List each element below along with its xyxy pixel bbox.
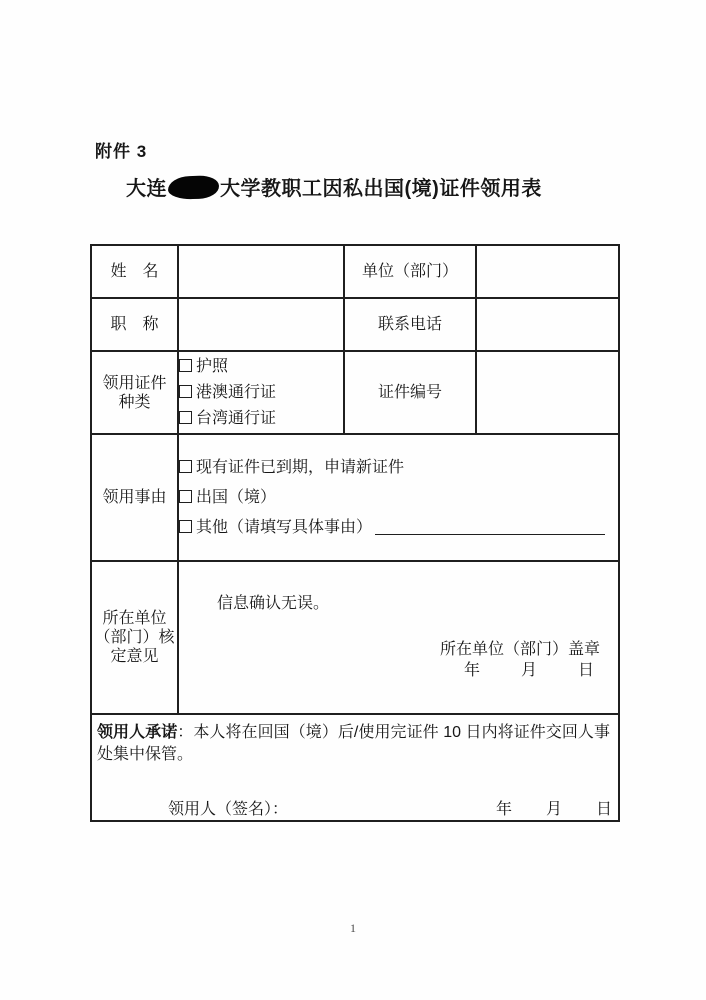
approval-label-cell	[91, 561, 178, 714]
checkbox-icon	[179, 359, 192, 372]
day-label: 日	[577, 662, 594, 679]
promise-lead: 领用人承诺	[97, 724, 178, 741]
sign-date-row	[496, 796, 612, 819]
sign-label: 领用人（签名）：	[168, 801, 289, 818]
reason-option-other	[179, 513, 618, 543]
day-label: 日	[595, 801, 612, 818]
cert-type-option-taiwan	[179, 406, 343, 432]
reason-option-expired	[179, 453, 618, 483]
form-table	[90, 244, 620, 822]
unit-value-cell	[476, 245, 619, 298]
phone-label-cell: 联系电话	[344, 298, 476, 351]
option-label: 港澳通行证	[196, 383, 277, 401]
checkbox-icon	[179, 460, 192, 473]
promise-cell	[91, 714, 619, 821]
approval-stamp-block	[440, 640, 600, 680]
redaction-mark	[168, 175, 220, 200]
month-label: 月	[545, 801, 562, 818]
approval-confirm-note: 信息确认无误。	[217, 595, 330, 612]
job-title-value-cell	[178, 298, 344, 351]
form-title	[126, 172, 542, 201]
checkbox-icon	[179, 411, 192, 424]
year-label: 年	[463, 662, 480, 679]
cert-number-value-cell	[476, 351, 619, 434]
cert-type-label-line1: 领用证件	[102, 374, 167, 392]
option-label: 现有证件已到期，申请新证件	[196, 458, 405, 476]
fill-in-blank-line	[375, 520, 605, 535]
approval-label-line3: 定意见	[110, 648, 159, 665]
approval-content-cell	[178, 561, 619, 714]
phone-value-cell	[476, 298, 619, 351]
option-label: 护照	[196, 357, 229, 375]
name-label-cell: 姓 名	[91, 245, 178, 298]
approval-stamp-line: 所在单位（部门）盖章	[439, 641, 600, 658]
cert-type-option-passport	[179, 354, 343, 380]
cert-type-label-line2: 种类	[118, 393, 151, 411]
form-title-prefix: 大连	[126, 178, 167, 200]
unit-label-cell: 单位（部门）	[344, 245, 476, 298]
promise-body: ：本人将在回国（境）后/使用完证件 10 日内将证件交回人事处集中保管。	[97, 724, 610, 763]
form-title-suffix: 大学教职工因私出国(境)证件领用表	[220, 178, 542, 200]
promise-text	[92, 715, 618, 765]
checkbox-icon	[179, 520, 192, 533]
name-value-cell	[178, 245, 344, 298]
cert-type-option-hkmacau	[179, 380, 343, 406]
attachment-label: 附件 3	[95, 142, 148, 161]
reason-options-cell	[178, 434, 619, 561]
reason-label-cell: 领用事由	[91, 434, 178, 561]
job-title-label-cell: 职 称	[91, 298, 178, 351]
option-label: 其他（请填写具体事由）	[196, 518, 373, 536]
option-label: 台湾通行证	[196, 409, 277, 427]
checkbox-icon	[179, 385, 192, 398]
checkbox-icon	[179, 490, 192, 503]
approval-label-line1: 所在单位	[102, 610, 167, 627]
option-label: 出国（境）	[196, 488, 277, 506]
reason-option-abroad	[179, 483, 618, 513]
approval-label-line2: （部门）核	[94, 629, 175, 646]
approval-date-row	[440, 661, 600, 680]
cert-type-options-cell	[178, 351, 344, 434]
cert-type-label-cell	[91, 351, 178, 434]
cert-number-label-cell: 证件编号	[344, 351, 476, 434]
year-label: 年	[495, 801, 512, 818]
month-label: 月	[520, 662, 537, 679]
page-number: 1	[350, 921, 356, 935]
